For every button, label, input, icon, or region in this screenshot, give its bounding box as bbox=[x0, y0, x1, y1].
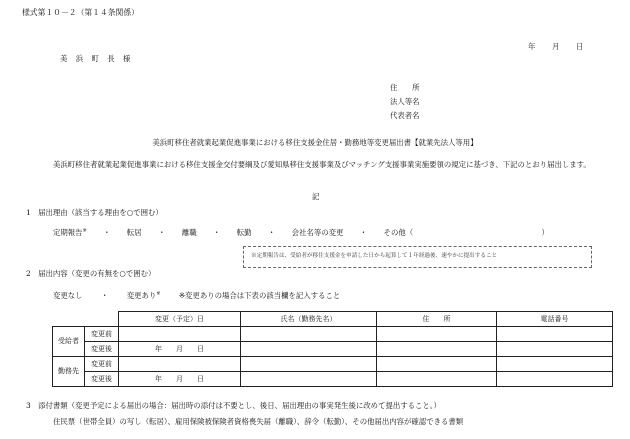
row-label-before: 変更前 bbox=[85, 327, 119, 342]
periodic-report-note: ※定期報告は、受給者が移住支援金を申請した日から起算して１年経過後、速やかに提出すること bbox=[243, 246, 592, 268]
cell-phone[interactable] bbox=[497, 327, 613, 342]
row-label-before: 変更前 bbox=[85, 357, 119, 372]
form-number: 様式第１０－２（第１４条関係） bbox=[22, 8, 139, 17]
cell-phone[interactable] bbox=[497, 357, 613, 372]
table-corner bbox=[53, 312, 119, 327]
option-has-change[interactable]: 変更あり※ bbox=[126, 290, 161, 300]
section2-heading: 2 届出内容（変更の有無を○で囲む） bbox=[26, 269, 156, 278]
table-row bbox=[53, 342, 613, 357]
reason-company-name-change[interactable]: 会社名等の変更 bbox=[291, 228, 344, 237]
reason-separator: ・ bbox=[158, 228, 166, 237]
applicant-representative-label: 代表者名 bbox=[390, 111, 420, 120]
reason-separator: ・ bbox=[359, 228, 368, 237]
addressee: 美 浜 町 長 様 bbox=[60, 54, 134, 63]
reason-periodic-report[interactable]: 定期報告※ bbox=[53, 227, 87, 237]
footnote-mark: ※ bbox=[156, 290, 161, 297]
cell-date[interactable] bbox=[119, 357, 241, 372]
header-phone: 電話番号 bbox=[497, 312, 613, 327]
document-title: 美浜町移住者就業起業促進事業における移住支援金住居・勤務地等変更届出書【就業先法人等用】 bbox=[152, 138, 478, 147]
section3-detail: 住民票（世帯全員）の写し（転居）、雇用保険被保険者資格喪失届（離職）、辞令（転勤）、その他届出内容が確認できる書類 bbox=[53, 417, 464, 426]
reason-options bbox=[53, 229, 563, 238]
option-no-change[interactable]: 変更なし bbox=[53, 291, 83, 300]
cell-address[interactable] bbox=[377, 327, 497, 342]
reason-other[interactable]: その他（ bbox=[383, 228, 414, 237]
row-label-after: 変更後 bbox=[85, 372, 119, 387]
cell-date[interactable]: 年 月 日 bbox=[119, 342, 241, 357]
cell-phone[interactable] bbox=[497, 372, 613, 387]
body-text: 美浜町移住者就業起業促進事業における移住支援金交付要綱及び愛知県移住支援事業及びマッチング支援事業実施要領の規定に基づき、下記のとおり届出します。 bbox=[53, 160, 591, 169]
reason-separator: ・ bbox=[212, 228, 221, 237]
cell-date[interactable] bbox=[119, 327, 241, 342]
reason-other-close: ） bbox=[541, 228, 549, 237]
date-day: 日 bbox=[576, 42, 584, 51]
cell-phone[interactable] bbox=[497, 342, 613, 357]
cell-name[interactable] bbox=[241, 357, 377, 372]
cell-address[interactable] bbox=[377, 342, 497, 357]
cell-address[interactable] bbox=[377, 357, 497, 372]
reason-separator: ・ bbox=[103, 228, 111, 237]
row-label-after: 変更後 bbox=[85, 342, 119, 357]
footnote-mark: ※ bbox=[82, 227, 87, 234]
cell-name[interactable] bbox=[241, 372, 377, 387]
option-separator: ・ bbox=[100, 291, 109, 300]
date-month: 月 bbox=[552, 42, 560, 51]
applicant-address-label: 住 所 bbox=[390, 83, 420, 92]
section1-heading: 1 届出理由（該当する理由を○で囲む） bbox=[26, 208, 163, 217]
reason-relocation[interactable]: 転居 bbox=[126, 228, 142, 237]
header-address: 住 所 bbox=[377, 312, 497, 327]
reason-separator: ・ bbox=[267, 228, 276, 237]
header-name: 氏名（勤務先名） bbox=[241, 312, 377, 327]
table-row bbox=[53, 357, 613, 372]
table-header-row bbox=[53, 312, 613, 327]
change-options bbox=[53, 292, 356, 301]
table-row bbox=[53, 372, 613, 387]
table-row bbox=[53, 327, 613, 342]
section3-heading: 3 添付書類（変更予定による届出の場合：届出時の添付は不要とし、後日、届出理由の事実発生後に改めて提出すること。） bbox=[26, 401, 441, 410]
date-year: 年 bbox=[528, 42, 536, 51]
cell-date[interactable]: 年 月 日 bbox=[119, 372, 241, 387]
reason-transfer[interactable]: 転勤 bbox=[236, 228, 252, 237]
change-table bbox=[52, 311, 613, 387]
header-change-date: 変更（予定）日 bbox=[119, 312, 241, 327]
group-recipient: 受給者 bbox=[53, 327, 85, 357]
change-note: ※変更ありの場合は下表の該当欄を記入すること bbox=[178, 291, 341, 300]
ki-marker: 記 bbox=[312, 192, 320, 201]
reason-resignation[interactable]: 離職 bbox=[181, 228, 197, 237]
group-workplace: 勤務先 bbox=[53, 357, 85, 387]
date-line bbox=[528, 43, 583, 52]
cell-address[interactable] bbox=[377, 372, 497, 387]
cell-name[interactable] bbox=[241, 327, 377, 342]
applicant-corporation-label: 法人等名 bbox=[390, 97, 420, 106]
cell-name[interactable] bbox=[241, 342, 377, 357]
